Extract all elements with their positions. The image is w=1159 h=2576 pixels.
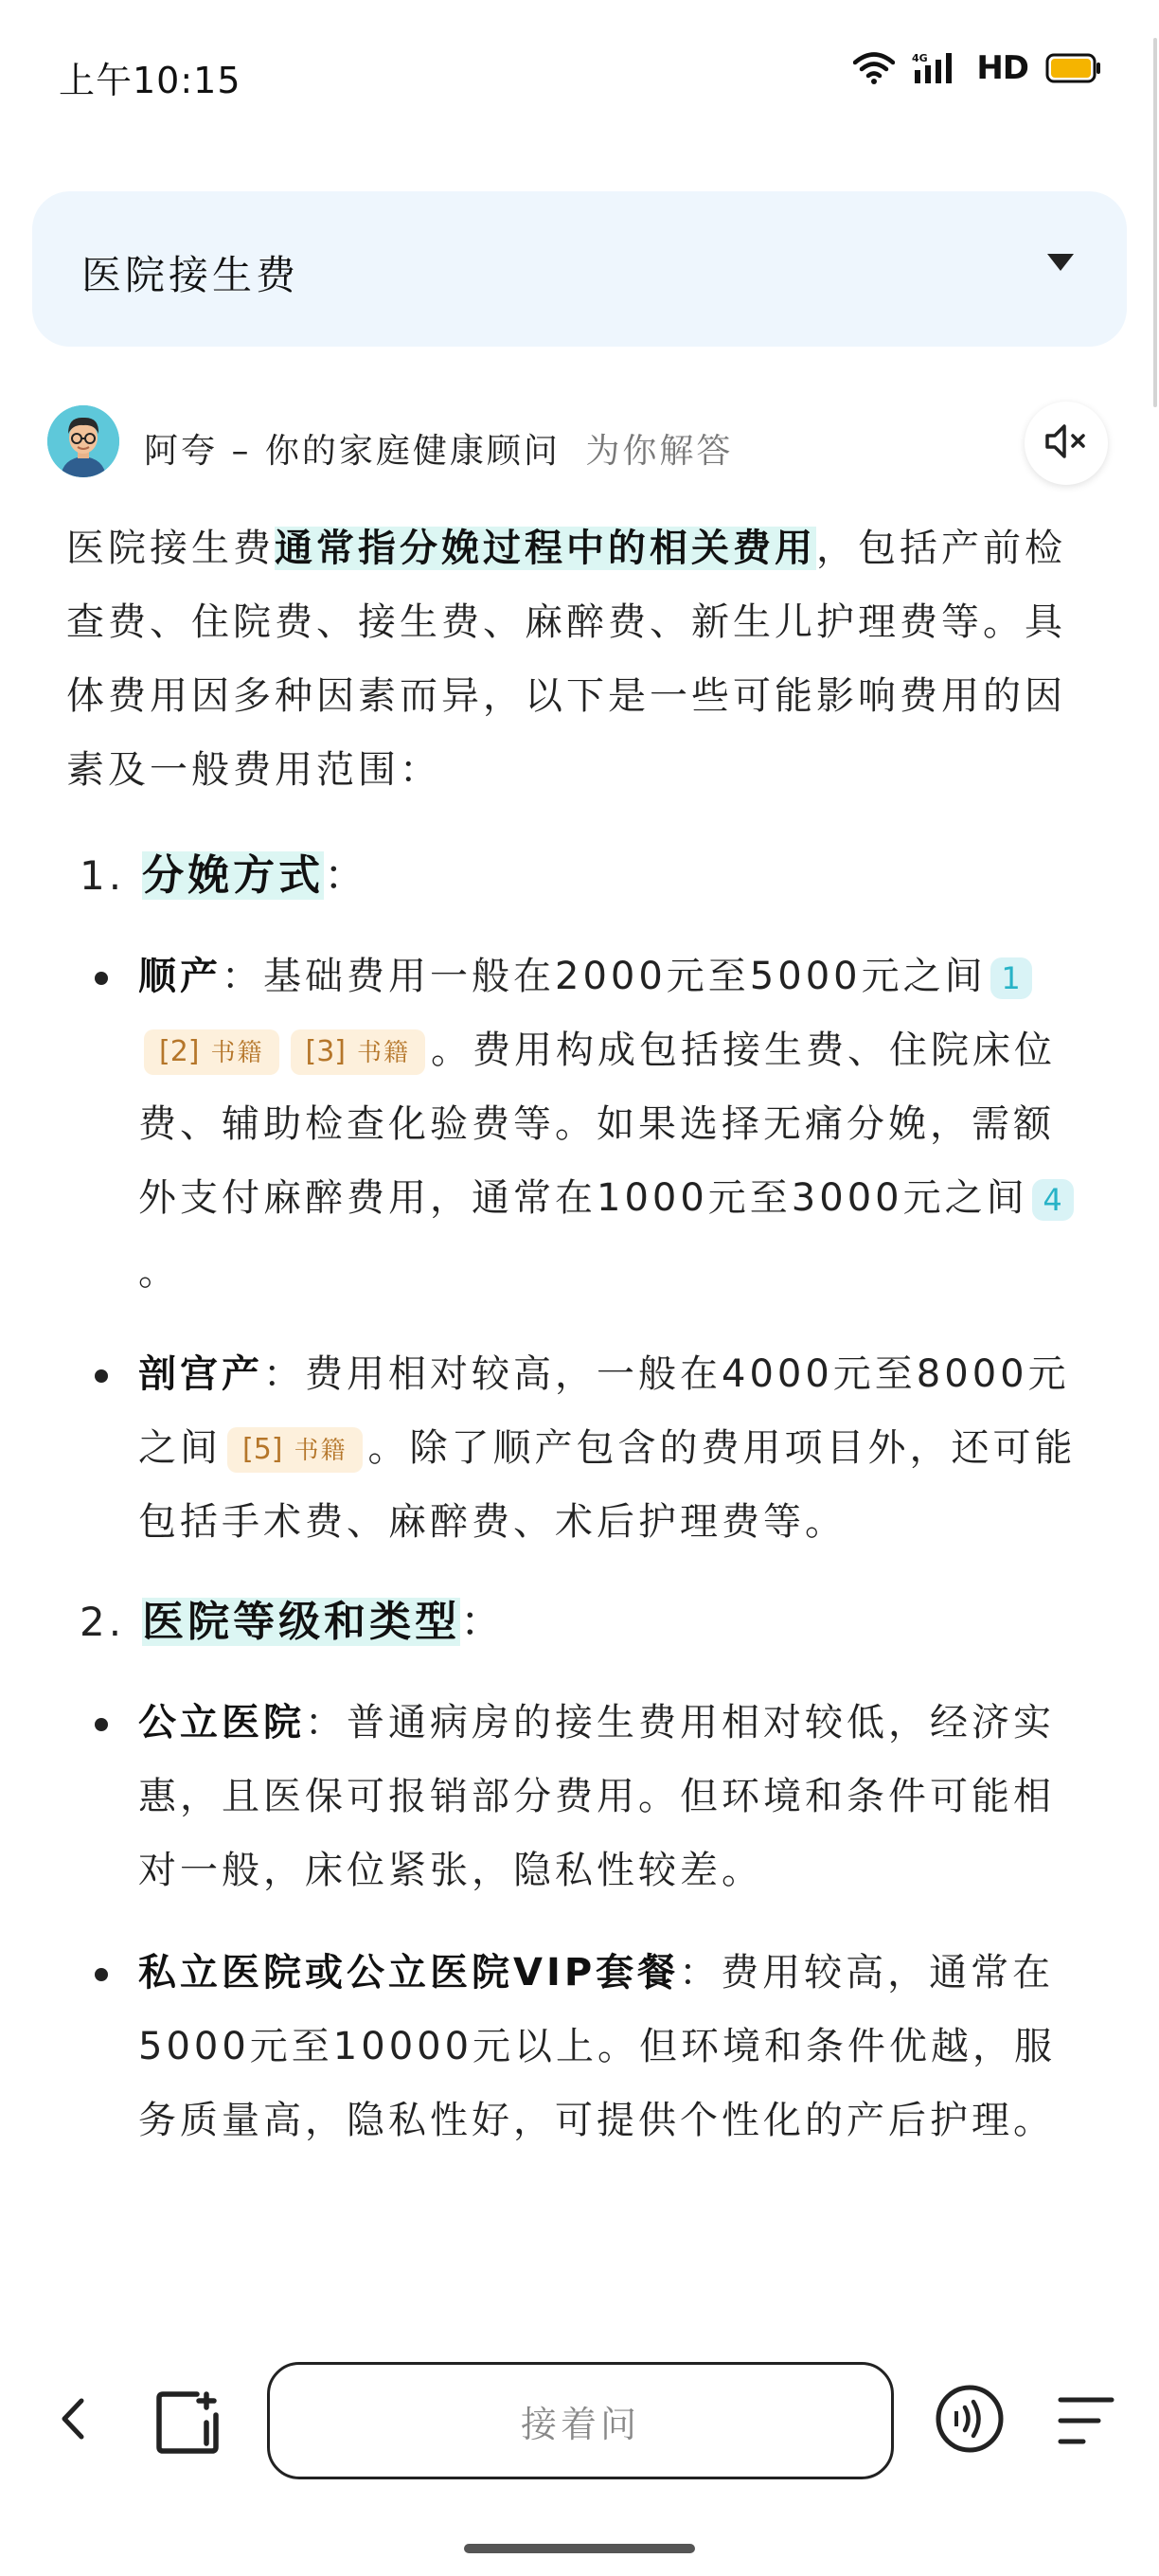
svg-text:4G: 4G bbox=[912, 52, 928, 64]
bullet-dot bbox=[95, 1718, 108, 1731]
section-title bbox=[66, 839, 1089, 913]
item-text: 。除了顺产包含的费用项目外，还可能包括手术费、麻醉费、术后护理费等。 bbox=[138, 1426, 1077, 1544]
list-item bbox=[66, 939, 1089, 1309]
section-heading: 医院等级和类型 bbox=[142, 1598, 461, 1646]
signal-icon bbox=[912, 51, 959, 85]
intro-highlight: 通常指分娩过程中的相关费用 bbox=[275, 527, 816, 570]
item-term: 公立医院 bbox=[138, 1701, 305, 1744]
back-icon bbox=[59, 2395, 87, 2446]
item-text: ：普通病房的接生费用相对较低，经济实惠，且医保可报销部分费用。但环境和条件可能相对一般，床位紧张，隐私性较差。 bbox=[138, 1701, 1055, 1892]
status-icons bbox=[853, 49, 1102, 87]
section-number: 2. bbox=[80, 1599, 126, 1645]
item-term: 私立医院或公立医院VIP套餐 bbox=[138, 1951, 680, 1995]
section-list bbox=[66, 1686, 1089, 2157]
voice-call-icon bbox=[934, 2441, 1006, 2459]
menu-button[interactable] bbox=[1051, 2390, 1117, 2451]
mute-button[interactable] bbox=[1025, 402, 1108, 485]
home-indicator[interactable] bbox=[464, 2544, 695, 2553]
wifi-icon bbox=[853, 52, 895, 84]
battery-icon bbox=[1045, 53, 1102, 83]
item-text: ：费用相对较高，一般在4000元至8000元之间 bbox=[138, 1352, 1070, 1470]
bullet-dot bbox=[95, 1369, 108, 1383]
assistant-name bbox=[144, 424, 733, 473]
caret-down-icon[interactable] bbox=[1047, 254, 1074, 271]
intro-text-rest: ，包括产前检查费、住院费、接生费、麻醉费、新生儿护理费等。具体费用因多种因素而异，以下是一些可能影响费用的因素及一般费用范围： bbox=[66, 527, 1066, 792]
book-citation-label: 书籍 bbox=[357, 1039, 411, 1067]
bullet-dot bbox=[95, 972, 108, 985]
item-term: 剖宫产 bbox=[138, 1352, 263, 1396]
section-title bbox=[66, 1585, 1089, 1659]
list-item bbox=[66, 1686, 1089, 1907]
back-button[interactable] bbox=[49, 2392, 97, 2449]
section-number: 1. bbox=[80, 852, 126, 899]
menu-icon bbox=[1051, 2437, 1117, 2455]
section-list bbox=[66, 939, 1089, 1559]
item-text: ：基础费用一般在2000元至5000元之间 bbox=[222, 955, 987, 998]
bullet-dot bbox=[95, 1968, 108, 1981]
section-colon: ： bbox=[324, 851, 370, 900]
book-citation-label: 书籍 bbox=[210, 1039, 264, 1067]
new-chat-icon bbox=[153, 2442, 222, 2460]
item-text: 。 bbox=[138, 1250, 180, 1294]
list-item bbox=[66, 1337, 1089, 1559]
book-citation-number: [2] bbox=[159, 1035, 200, 1068]
bottom-toolbar bbox=[0, 2349, 1159, 2500]
new-chat-button[interactable] bbox=[153, 2388, 222, 2457]
hd-indicator: HD bbox=[976, 49, 1028, 87]
book-citation-tag[interactable] bbox=[291, 1029, 426, 1075]
citation-badge[interactable]: 4 bbox=[1032, 1179, 1074, 1221]
book-citation-tag[interactable] bbox=[144, 1029, 279, 1075]
ask-followup-input[interactable] bbox=[267, 2362, 894, 2479]
book-citation-tag[interactable] bbox=[227, 1427, 363, 1473]
assistant-avatar bbox=[47, 405, 119, 477]
answer-content bbox=[66, 511, 1089, 2157]
status-bar bbox=[0, 0, 1159, 142]
scroll-indicator[interactable] bbox=[1153, 38, 1157, 407]
voice-call-button[interactable] bbox=[934, 2383, 1006, 2455]
intro-text: 医院接生费 bbox=[66, 527, 275, 570]
section-heading: 分娩方式 bbox=[142, 851, 325, 900]
assistant-name-text: 阿夸 – 你的家庭健康顾问 bbox=[144, 432, 561, 471]
list-item bbox=[66, 1936, 1089, 2157]
item-term: 顺产 bbox=[138, 955, 222, 998]
item-text: 。费用构成包括接生费、住院床位费、辅助检查化验费等。如果选择无痛分娩，需额外支付麻醉费用，通常在1000元至3000元之间 bbox=[138, 1029, 1057, 1220]
topic-title: 医院接生费 bbox=[81, 252, 300, 298]
answer-intro bbox=[66, 511, 1089, 807]
status-time: 上午10:15 bbox=[59, 60, 241, 101]
assistant-subtitle: 为你解答 bbox=[585, 432, 734, 471]
book-citation-number: [5] bbox=[242, 1433, 283, 1466]
ask-placeholder: 接着问 bbox=[520, 2403, 640, 2445]
assistant-header bbox=[47, 405, 1108, 481]
book-citation-label: 书籍 bbox=[294, 1437, 348, 1465]
speaker-mute-icon bbox=[1042, 420, 1091, 466]
item-text: ：费用较高，通常在5000元至10000元以上。但环境和条件优越，服务质量高，隐私性好，可提供个性化的产后护理。 bbox=[138, 1951, 1057, 2142]
topic-dropdown[interactable] bbox=[32, 191, 1127, 347]
citation-badge[interactable]: 1 bbox=[990, 957, 1032, 999]
book-citation-number: [3] bbox=[305, 1035, 347, 1068]
section-colon: ： bbox=[460, 1598, 507, 1646]
